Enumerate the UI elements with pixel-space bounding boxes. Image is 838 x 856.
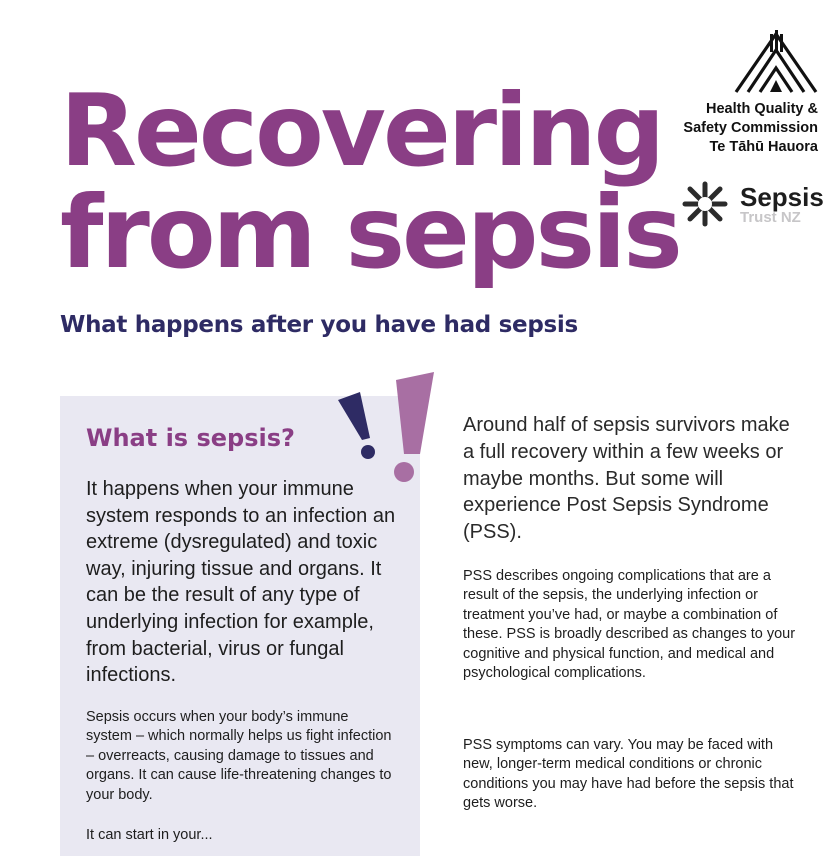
sepsis-logo-line-1: Sepsis [740, 182, 824, 212]
right-paragraph-2: PSS symptoms can vary. You may be faced with new, longer-term medical conditions or chronic conditions you may have had before the sepsis that gets worse. [463, 737, 794, 812]
panel-heading: What is sepsis? [86, 424, 295, 452]
exclamation-icon [334, 372, 450, 488]
sepsis-trust-logo-icon [678, 180, 732, 228]
org-name [683, 100, 818, 157]
sepsis-trust-logo-text [740, 184, 824, 226]
page-subtitle: What happens after you have had sepsis [60, 312, 578, 338]
panel-lead-text: It happens when your immune system responds to an infection an extreme (dysregulated) and toxic way, injuring tissue and organs. It can be the result of any type of underlying infection for example, from bacterial, virus or fungal infections. [86, 478, 396, 687]
panel-continued-text: It can start in your... [86, 827, 213, 843]
title-line-1: Recovering [60, 72, 663, 189]
org-name-line-1: Health Quality & [706, 101, 818, 117]
page-title [60, 72, 680, 291]
sepsis-logo-line-2: Trust NZ [740, 209, 801, 226]
title-line-2: from sepsis [60, 174, 680, 291]
right-paragraph-1: PSS describes ongoing complications that are a result of the sepsis, the underlying infection or treatment you’ve had, or maybe a combination of these. PSS is broadly described as changes to your cognitive and physical function, and medical and psychological complications. [463, 568, 796, 682]
org-name-line-3: Te Tāhū Hauora [709, 139, 818, 155]
right-lead-text: Around half of sepsis survivors make a full recovery within a few weeks or maybe months. But some will experience Post Sepsis Syndrome (PSS). [463, 414, 790, 544]
hqsc-logo-icon [732, 28, 820, 94]
panel-body-text: Sepsis occurs when your body’s immune system – which normally helps us fight infection – overreacts, causing damage to tissues and organs. It can cause life-threatening changes to your body. [86, 709, 392, 803]
org-name-line-2: Safety Commission [683, 120, 818, 136]
